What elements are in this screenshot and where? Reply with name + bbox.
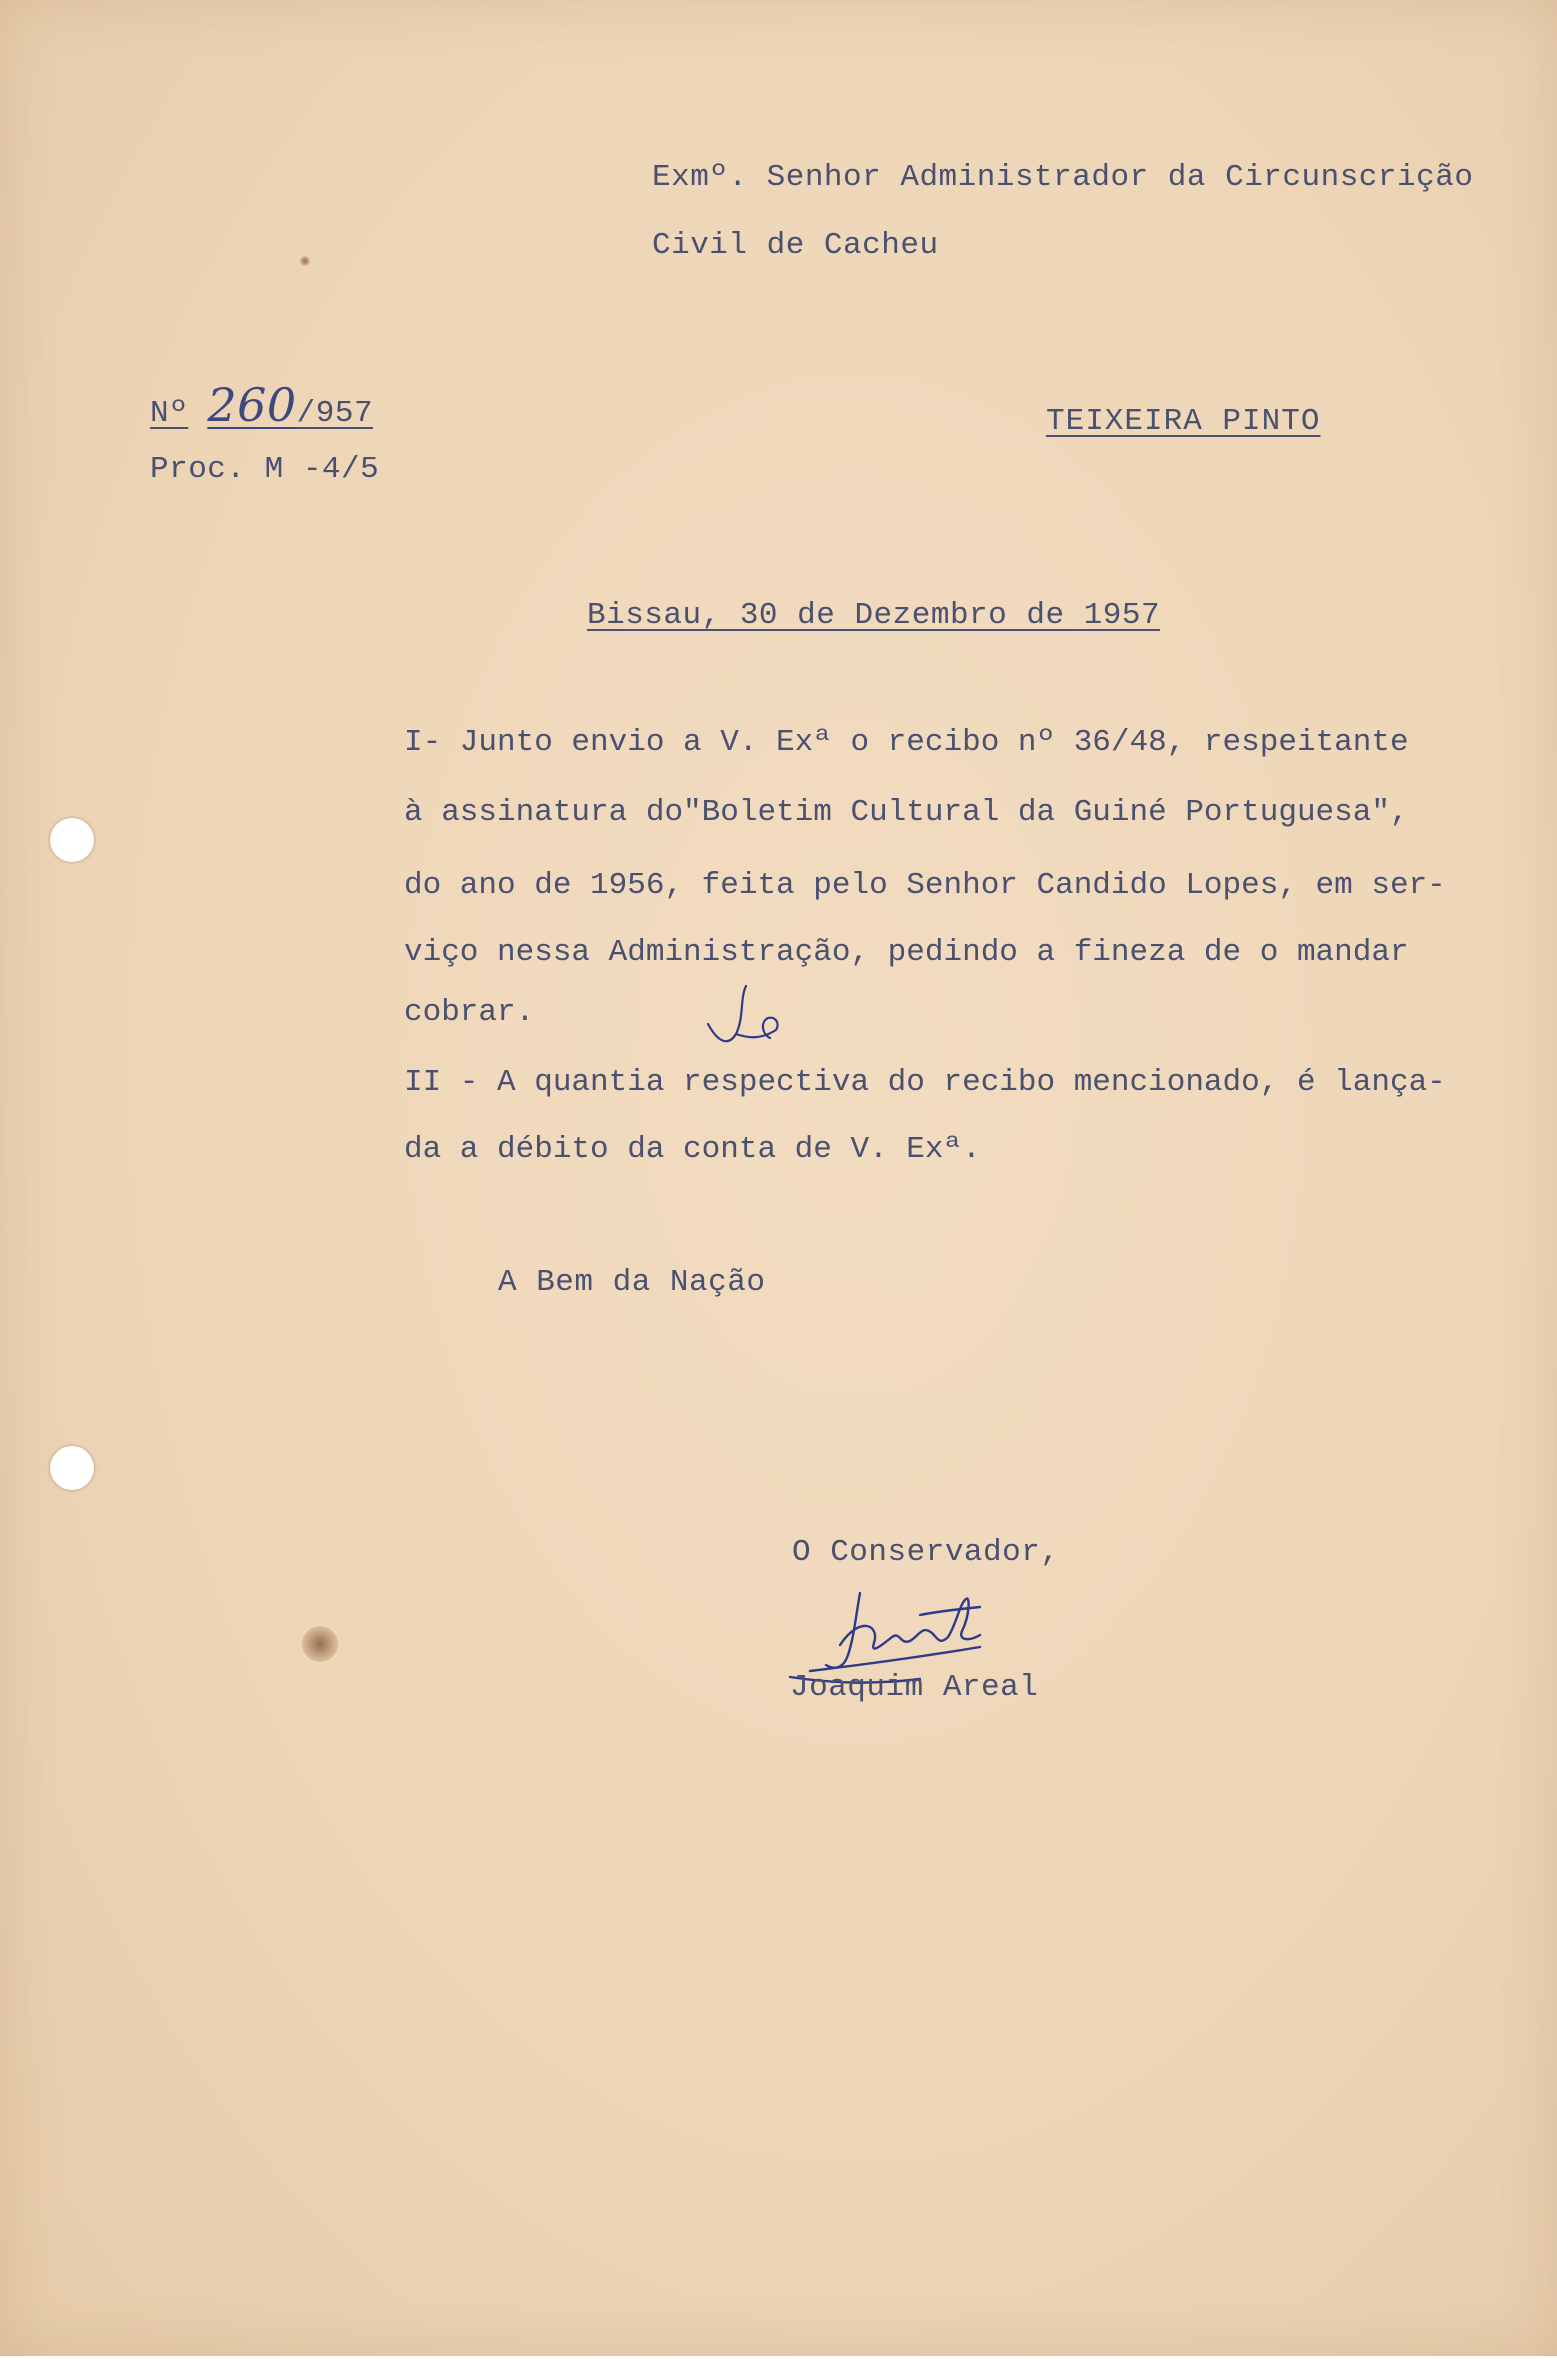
reference-number-prefix: Nº — [150, 396, 189, 431]
addressee-line-1: Exmº. Senhor Administrador da Circunscrição — [652, 160, 1474, 195]
body-line-7: da a débito da conta de V. Exª. — [404, 1132, 981, 1167]
reference-number-suffix: /957 — [296, 396, 374, 431]
handwritten-initial-mark — [700, 978, 790, 1068]
body-line-4: viço nessa Administração, pedindo a fineza de o mandar — [404, 935, 1409, 970]
punch-hole-bottom — [50, 1446, 94, 1490]
closing-salutation: A Bem da Nação — [498, 1265, 766, 1300]
stain-spot-small — [300, 256, 310, 266]
destination: TEIXEIRA PINTO — [1046, 404, 1321, 439]
body-line-6: II - A quantia respectiva do recibo mencionado, é lança- — [404, 1065, 1446, 1100]
date-line: Bissau, 30 de Dezembro de 1957 — [587, 598, 1161, 633]
stain-spot — [302, 1626, 338, 1662]
addressee-line-2: Civil de Cacheu — [652, 228, 939, 263]
body-line-2: à assinatura do"Boletim Cultural da Guiné Portuguesa", — [404, 795, 1409, 830]
process-reference: Proc. M -4/5 — [150, 452, 380, 487]
body-line-1: I- Junto envio a V. Exª o recibo nº 36/48, respeitante — [404, 725, 1409, 760]
reference-number — [150, 378, 373, 432]
punch-hole-top — [50, 818, 94, 862]
body-line-5: cobrar. — [404, 995, 535, 1030]
body-line-3: do ano de 1956, feita pelo Senhor Candido Lopes, em ser- — [404, 868, 1446, 903]
signatory-title: O Conservador, — [792, 1535, 1060, 1570]
reference-number-handwritten: 260 — [207, 378, 297, 432]
signatory-name: Joaquim Areal — [790, 1670, 1039, 1705]
